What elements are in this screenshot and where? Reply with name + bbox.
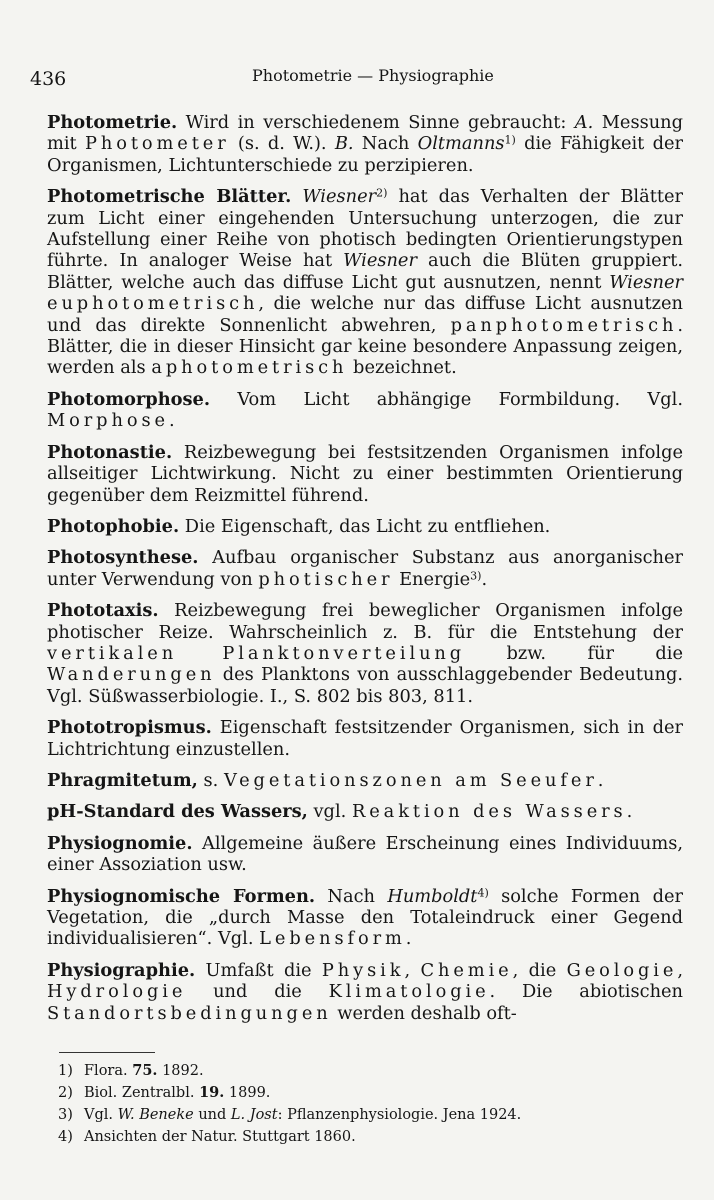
- text-run: Reizbewegung frei beweglicher Organismen infolge photischer Reize. Wahrscheinlich z. B. für die Entstehung der: [47, 600, 683, 643]
- text-run: A.: [574, 112, 594, 133]
- footnote-mark: 4): [58, 1129, 73, 1145]
- footnote: [58, 1082, 658, 1104]
- text-run: Vom Licht abhängige Formbildung. Vgl.: [210, 388, 683, 410]
- headword: Photometrie.: [47, 112, 178, 133]
- headword: Physiognomie.: [47, 832, 193, 854]
- page-number: 436: [30, 68, 67, 90]
- dictionary-entry: [47, 186, 683, 379]
- text-run: Oltmanns: [417, 133, 505, 155]
- text-run: Umfaßt die: [195, 959, 322, 981]
- text-run: [291, 186, 302, 207]
- headword: 19.: [199, 1084, 225, 1101]
- footnote-ref: 1): [504, 133, 516, 147]
- text-run: Biol. Zentralbl.: [84, 1085, 200, 1101]
- headword: Photometrische Blätter.: [47, 186, 292, 208]
- text-run: Aufbau organischer Substanz aus anorganischer unter Verwendung von: [47, 547, 683, 590]
- footnote: [58, 1126, 658, 1148]
- text-run: s.: [197, 769, 224, 791]
- text-run: Wird in verschiedenem Sinne gebraucht:: [177, 112, 575, 133]
- text-run: L. Jost: [230, 1107, 278, 1123]
- dictionary-entry: [47, 717, 683, 760]
- dictionary-entries: [47, 112, 683, 1034]
- dictionary-entry: [47, 770, 683, 791]
- text-run: ,: [677, 959, 683, 981]
- text-run: Standortsbedingungen: [47, 1002, 332, 1024]
- footnote-ref: 2): [376, 186, 388, 200]
- text-run: Lebensform: [259, 928, 406, 950]
- text-run: Ansichten der Natur. Stuttgart 1860.: [84, 1129, 356, 1145]
- text-run: Vgl.: [84, 1107, 118, 1123]
- text-run: Wiesner: [302, 186, 377, 208]
- text-run: Physik: [321, 959, 405, 981]
- text-run: Reaktion des Wassers: [351, 801, 627, 823]
- text-run: bezeichnet.: [347, 357, 457, 379]
- text-run: .: [481, 568, 488, 590]
- text-run: .: [597, 769, 604, 791]
- text-run: Nach: [353, 133, 418, 155]
- text-run: photischer: [258, 568, 394, 590]
- footnote-rule: [59, 1052, 155, 1053]
- text-run: .: [626, 801, 633, 823]
- text-run: ,: [404, 959, 421, 981]
- text-run: , die welche nur das diffuse Licht ausnutzen und das direkte Sonnenlicht abwehren,: [47, 293, 683, 336]
- text-run: auch die Blüten gruppiert. Blätter, welche auch das diffuse Licht gut ausnutzen, nennt: [47, 250, 683, 293]
- text-run: .: [168, 410, 175, 432]
- headword: Photosynthese.: [47, 547, 199, 569]
- text-run: B.: [334, 133, 354, 155]
- dictionary-entry: [47, 547, 683, 590]
- text-run: Klimatologie: [328, 981, 490, 1003]
- text-run: Morphose: [47, 410, 169, 432]
- text-run: Wiesner: [343, 250, 417, 272]
- headword: Physiognomische Formen.: [47, 885, 316, 907]
- text-run: 1899.: [224, 1085, 271, 1101]
- footnote-mark: 2): [58, 1085, 73, 1101]
- running-title: Photometrie — Physiographie: [252, 66, 494, 85]
- headword: 75.: [132, 1062, 158, 1079]
- text-run: 1892.: [157, 1063, 204, 1079]
- text-run: Humboldt: [387, 885, 478, 907]
- footnote-mark: 1): [58, 1063, 73, 1079]
- text-run: des Planktons von ausschlaggebender Bedeutung. Vgl. Süßwasserbiologie. I., S. 802 bis 803, 811.: [47, 664, 683, 707]
- dictionary-entry: [47, 442, 683, 506]
- text-run: Vegetationszonen am Seeufer: [223, 769, 598, 791]
- text-run: Energie: [393, 568, 471, 590]
- text-run: (s. d. W.).: [229, 133, 335, 155]
- headword: Physiographie.: [47, 959, 196, 981]
- text-run: panphotometrisch: [450, 314, 678, 336]
- footnote-ref: 4): [477, 886, 489, 900]
- text-run: . Die abiotischen: [489, 981, 683, 1003]
- text-run: Reizbewegung bei festsitzenden Organismen infolge allseitiger Lichtwirkung. Nicht zu einer bestimmten Orientierung gegenüber dem Reizmittel führend.: [47, 441, 683, 506]
- text-run: die Fähigkeit der Organismen, Lichtunterschiede zu perzipieren.: [47, 133, 683, 176]
- dictionary-entry: [47, 801, 683, 822]
- text-run: , die: [512, 959, 567, 981]
- text-run: hat das Verhalten der Blätter zum Licht einer eingehenden Untersuchung unterzogen, die zur Aufstellung einer Reihe von photisch bedingten Orientierungstypen führte. In analoger Weise hat: [47, 186, 684, 272]
- dictionary-entry: [47, 516, 683, 537]
- dictionary-entry: [47, 960, 683, 1024]
- text-run: . Blätter, die in dieser Hinsicht gar keine besondere Anpassung zeigen, werden als: [47, 314, 683, 379]
- text-run: W. Beneke: [117, 1107, 194, 1123]
- text-run: Wanderungen: [47, 664, 216, 686]
- text-run: : Pflanzenphysiologie. Jena 1924.: [277, 1107, 522, 1123]
- text-run: Photometer: [84, 133, 230, 155]
- headword: pH-Standard des Wassers,: [47, 801, 308, 823]
- text-run: bzw. für die: [465, 642, 683, 664]
- footnotes: [58, 1060, 658, 1148]
- footnote-mark: 3): [58, 1107, 73, 1123]
- dictionary-entry: [47, 833, 683, 876]
- headword: Phototaxis.: [47, 600, 159, 622]
- text-run: Wiesner: [609, 271, 683, 293]
- dictionary-entry: [47, 112, 683, 176]
- text-run: Messung mit: [47, 112, 683, 155]
- text-run: Hydrologie: [47, 981, 187, 1003]
- text-run: solche Formen der Vegetation, die „durch Masse den Totaleindruck einer Gegend individualisieren“. Vgl.: [47, 885, 683, 950]
- headword: Photonastie.: [47, 441, 173, 463]
- text-run: Flora.: [84, 1063, 133, 1079]
- headword: Photophobie.: [47, 515, 180, 537]
- text-run: Eigenschaft festsitzender Organismen, sich in der Lichtrichtung einzustellen.: [47, 717, 683, 760]
- dictionary-entry: [47, 600, 683, 707]
- text-run: vgl.: [307, 801, 352, 823]
- footnote: [58, 1104, 658, 1126]
- headword: Phragmitetum,: [47, 769, 198, 791]
- footnote-ref: 3): [470, 569, 482, 583]
- text-run: Allgemeine äußere Erscheinung eines Individuums, einer Assoziation usw.: [47, 832, 683, 876]
- text-run: euphotometrisch: [47, 293, 259, 315]
- dictionary-entry: [47, 886, 683, 950]
- headword: Phototropismus.: [47, 717, 212, 739]
- page-header: [26, 60, 666, 90]
- text-run: werden deshalb oft-: [331, 1002, 517, 1024]
- text-run: .: [405, 928, 412, 950]
- text-run: Nach: [315, 885, 388, 907]
- text-run: Die Eigenschaft, das Licht zu entfliehen.: [179, 515, 551, 537]
- footnote: [58, 1060, 658, 1082]
- text-run: Chemie: [420, 959, 513, 981]
- text-run: und die: [186, 981, 329, 1003]
- text-run: vertikalen Planktonverteilung: [47, 642, 466, 664]
- text-run: und: [193, 1107, 231, 1123]
- text-run: Geologie: [566, 959, 678, 981]
- headword: Photomorphose.: [47, 388, 211, 410]
- text-run: aphotometrisch: [151, 357, 348, 379]
- dictionary-entry: [47, 389, 683, 432]
